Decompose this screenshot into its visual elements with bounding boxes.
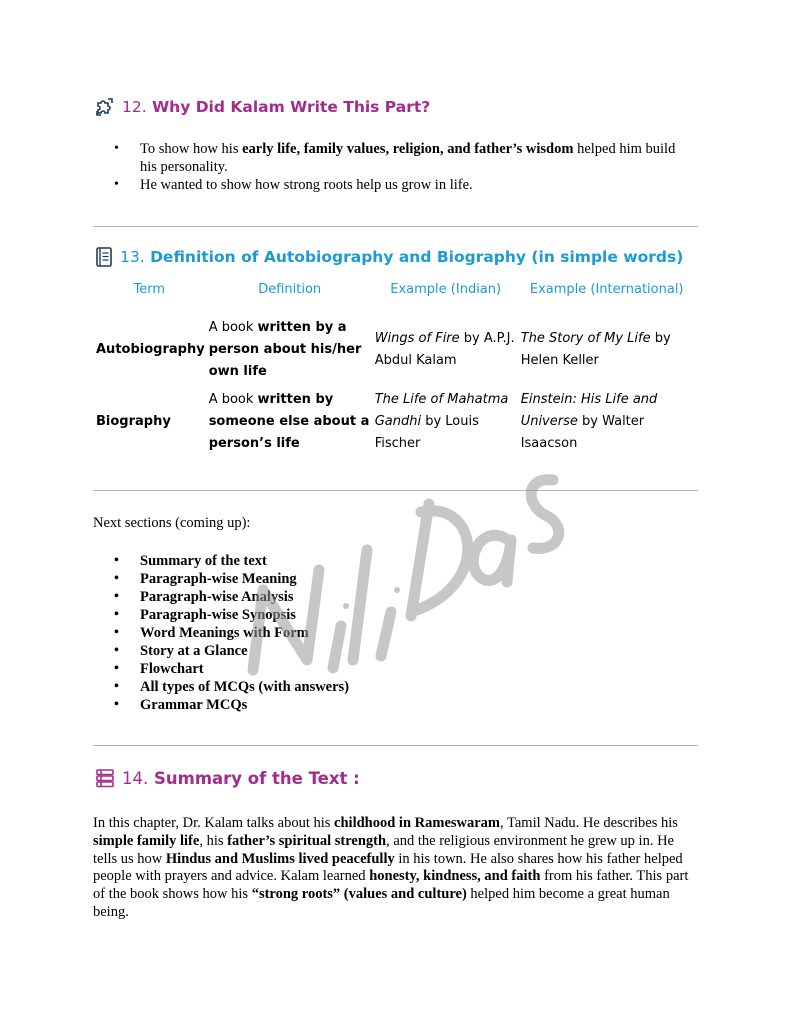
list-item (114, 176, 694, 194)
text-run: Einstein: His Life and Universe (520, 392, 658, 429)
text-run: Hindus and Muslims lived peacefully (165, 850, 395, 867)
cell-example-international (519, 314, 695, 386)
text-run: early life, family values, religion, and father’s wisdom (242, 141, 574, 157)
text-run: from his father. This part of the book shows how his (93, 868, 689, 903)
divider (93, 745, 698, 746)
text-run: honesty, kindness, and faith (369, 868, 541, 885)
cell-term: Biography (96, 414, 171, 429)
text-run: helped him become a great human being. (93, 886, 670, 920)
section-13-number: 13. (120, 248, 145, 266)
section-12-number: 12. (122, 98, 147, 116)
text-run: In this chapter, Dr. Kalam talks about his (93, 815, 335, 831)
text-run: , his (199, 832, 228, 849)
summary-paragraph (93, 815, 698, 922)
text-run: , Tamil Nadu. He describes his (500, 815, 678, 831)
cell-example-international (519, 386, 695, 458)
definition-table (92, 278, 695, 458)
table-header-row (92, 278, 695, 314)
header-example-indian: Example (Indian) (390, 282, 502, 297)
cell-definition (207, 386, 373, 458)
text-run: To show how his (140, 141, 243, 157)
list-item: • Word Meanings with Form (114, 624, 349, 642)
text-run: by Louis Fischer (374, 414, 479, 451)
cell-example-indian (373, 386, 519, 458)
table-row (92, 314, 695, 386)
list-item: • Grammar MCQs (114, 696, 349, 714)
next-sections-label: Next sections (coming up): (93, 515, 251, 531)
text-run: He wanted to show how strong roots help us grow in life. (140, 177, 473, 193)
header-example-international: Example (International) (529, 282, 684, 297)
next-sections-list (114, 552, 349, 714)
text-run: The Life of Mahatma Gandhi (374, 392, 509, 429)
list-item: • Story at a Glance (114, 642, 349, 660)
cell-term: Autobiography (96, 342, 205, 357)
text-run: by Helen Keller (520, 331, 671, 368)
text-run: The Story of My Life (520, 331, 651, 346)
text-run: A book (208, 392, 258, 407)
text-run: written by someone else about a person’s life (208, 392, 370, 451)
text-run: childhood in Rameswaram (334, 815, 501, 831)
text-run: by Walter Isaacson (520, 414, 645, 451)
table-row (92, 386, 695, 458)
list-item: • Paragraph-wise Synopsis (114, 606, 349, 624)
section-12-bullet-list (114, 140, 694, 194)
text-run: by A.P.J. Abdul Kalam (374, 331, 515, 368)
section-14-title: Summary of the Text : (154, 768, 360, 788)
section-13-heading (94, 246, 683, 268)
list-item (114, 140, 694, 176)
text-run: , and the religious environment he grew up in. He tells us how (93, 832, 674, 867)
divider (93, 226, 698, 227)
text-run: helped him build his personality. (140, 141, 676, 175)
cell-example-indian (373, 314, 519, 386)
section-14-number: 14. (122, 768, 149, 788)
text-run: father’s spiritual strength (227, 832, 387, 849)
header-term: Term (133, 282, 166, 297)
section-12-title: Why Did Kalam Write This Part? (152, 98, 431, 116)
header-definition: Definition (258, 282, 322, 297)
books-icon (94, 767, 116, 789)
text-run: “strong roots” (values and culture) (251, 886, 467, 903)
section-14-heading (94, 767, 360, 789)
divider (93, 490, 698, 491)
section-12-heading (94, 96, 430, 118)
list-item: • Summary of the text (114, 552, 349, 570)
list-item: • Paragraph-wise Analysis (114, 588, 349, 606)
list-item: • All types of MCQs (with answers) (114, 678, 349, 696)
section-13-title: Definition of Autobiography and Biography (in simple words) (150, 248, 684, 266)
cell-definition (207, 314, 373, 386)
puzzle-icon (94, 96, 116, 118)
list-item: • Paragraph-wise Meaning (114, 570, 349, 588)
text-run: A book (208, 320, 258, 335)
text-run: Wings of Fire (374, 331, 460, 346)
notebook-icon (94, 246, 114, 268)
text-run: in his town. He also shares how his father helped people with prayers and advice. Kalam learned (93, 850, 683, 885)
text-run: written by a person about his/her own life (208, 320, 362, 379)
text-run: simple family life (93, 832, 200, 849)
list-item: • Flowchart (114, 660, 349, 678)
